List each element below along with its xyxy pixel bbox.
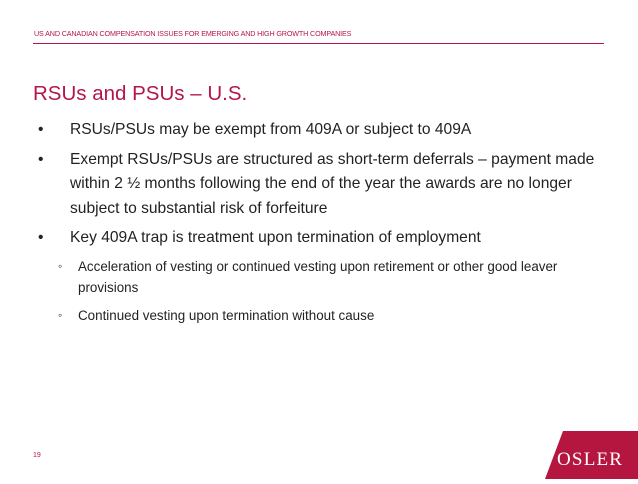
bullet-item [38,118,608,143]
bullet-list [38,118,608,332]
sub-bullet-item [38,305,608,327]
sub-bullet-item [38,256,608,299]
osler-logo [545,431,638,479]
logo-text: OSLER [557,449,624,470]
osler-logo-graphic [545,431,638,479]
sub-bullet-circle-icon: ◦ [58,258,63,273]
bullet-item [38,148,608,222]
bullet-item [38,226,608,251]
bullet-text: RSUs/PSUs may be exempt from 409A or subject to 409A [70,121,472,138]
bullet-dot-icon: • [38,229,44,246]
header-title: US AND CANADIAN COMPENSATION ISSUES FOR EMERGING AND HIGH GROWTH COMPANIES [34,29,352,38]
sub-bullet-circle-icon: ◦ [58,307,63,322]
bullet-dot-icon: • [38,121,44,138]
page-number: 19 [33,452,41,459]
sub-bullet-text: Continued vesting upon termination without cause [78,307,375,323]
bullet-dot-icon: • [38,150,44,168]
bullet-text: Key 409A trap is treatment upon termination of employment [70,229,481,246]
slide-title: RSUs and PSUs – U.S. [33,82,248,105]
bullet-text: Exempt RSUs/PSUs are structured as short-term deferrals – payment made within 2 ½ months following the end of the year the awards are no longer subject to substantial risk of forfeiture [70,150,595,217]
header-rule [33,43,604,44]
sub-bullet-text: Acceleration of vesting or continued vesting upon retirement or other good leaver provisions [78,258,558,295]
